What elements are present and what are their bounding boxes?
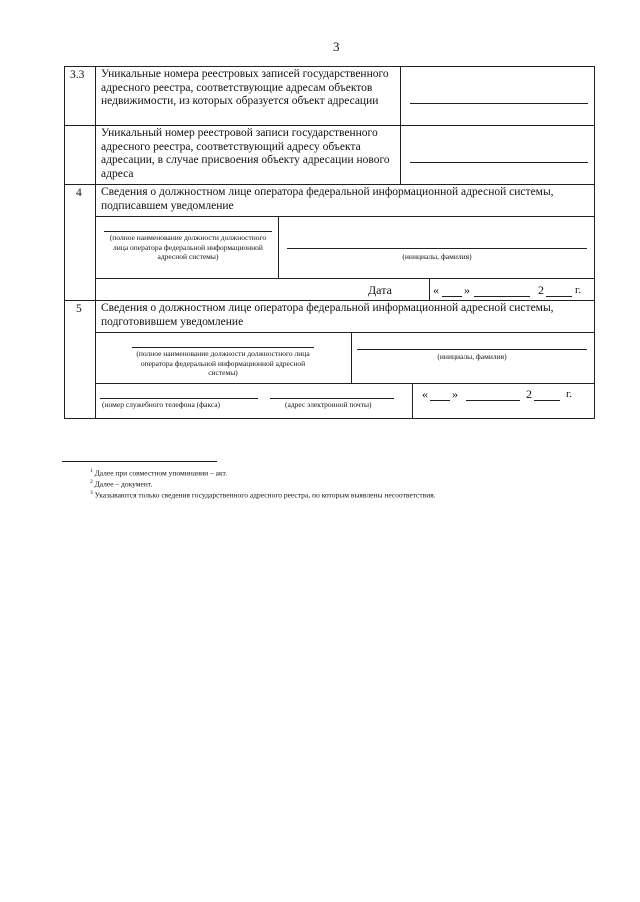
date-close-quote: » [452, 387, 458, 401]
footnote-separator [62, 461, 217, 462]
row-number-3-3: 3.3 [70, 69, 85, 81]
footnote-1 [90, 469, 227, 477]
year-prefix: 2 [538, 283, 544, 297]
row-5-email-caption: (адрес электронной почты) [285, 400, 372, 409]
date-open-quote: « [433, 283, 439, 297]
row-number-5: 5 [76, 303, 82, 315]
date-close-quote: » [464, 283, 470, 297]
row-5-phone-caption: (номер служебного телефона (факса) [102, 400, 221, 409]
footnote-mark: 2 [90, 479, 93, 485]
row-4-name-line[interactable] [287, 248, 587, 249]
year-suffix: г. [566, 388, 573, 400]
row-5-label: Сведения о должностном лице оператора федеральной информационной адресной системы, подготовившем уведомление [101, 302, 554, 328]
row-5-name-line[interactable] [357, 349, 587, 350]
row-number-4: 4 [76, 187, 82, 199]
row-5-position-caption: (полное наименование должности должностного лица оператора федеральной информационной адресной системы) [136, 349, 310, 377]
year-prefix: 2 [526, 387, 532, 401]
year-suffix: г. [575, 284, 582, 296]
footnote-mark: 1 [90, 468, 93, 474]
row-3-3b-label: Уникальный номер реестровой записи государственного адресного реестра, соответствующий адресу объекта адресации, в случае присвоения объекту адресации нового адреса [101, 127, 390, 180]
page-number: 3 [333, 39, 340, 54]
row-4-position-line[interactable] [104, 231, 272, 232]
footnote-3 [90, 491, 436, 499]
footnote-text: Указываются только сведения государственного адресного реестра, по которым выявлены несоответствия. [94, 490, 436, 500]
row-3-3-label: Уникальные номера реестровых записей государственного адресного реестра, соответствующие адресам объектов недвижимости, из которых образуется объект адресации [101, 68, 389, 107]
row-5-phone-line[interactable] [100, 398, 258, 399]
row-4-date-label: Дата [368, 283, 392, 297]
row-3-3-input-line[interactable] [410, 103, 588, 104]
row-4-position-caption: (полное наименование должности должностного лица оператора федеральной информационной адресной системы) [109, 233, 267, 261]
row-4-name-caption: (инициалы, фамилия) [402, 252, 472, 261]
row-5-position-line[interactable] [132, 347, 314, 348]
footnote-mark: 3 [90, 490, 93, 496]
row-3-3b-input-line[interactable] [410, 162, 588, 163]
row-5-email-line[interactable] [270, 398, 394, 399]
row-4-label: Сведения о должностном лице оператора федеральной информационной адресной системы, подписавшем уведомление [101, 186, 554, 212]
footnote-text: Далее при совместном упоминании – акт. [94, 468, 228, 478]
footnote-2 [90, 480, 152, 488]
footnote-text: Далее – документ. [94, 479, 153, 489]
date-open-quote: « [422, 387, 428, 401]
row-5-name-caption: (инициалы, фамилия) [437, 352, 507, 361]
